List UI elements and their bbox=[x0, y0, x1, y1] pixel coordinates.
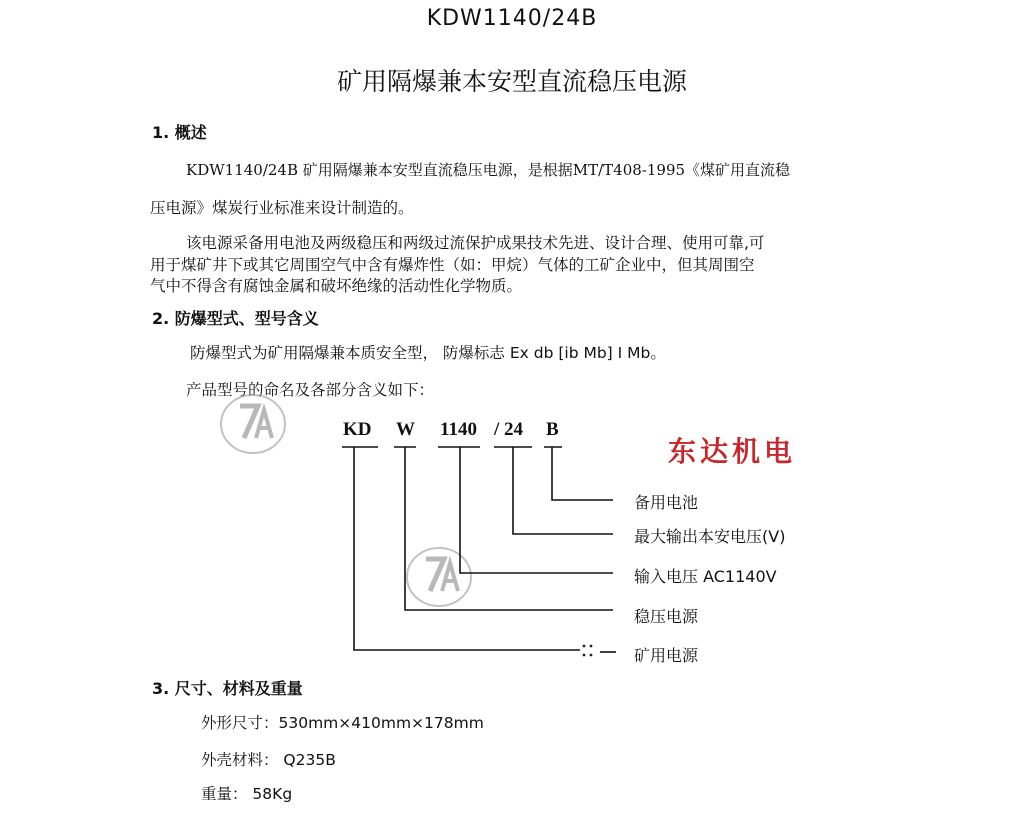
legend-max-output-voltage: 最大输出本安电压(V) bbox=[634, 527, 786, 546]
section1-para2-line2: 用于煤矿井下或其它周围空气中含有爆炸性（如：甲烷）气体的工矿企业中，但其周围空 bbox=[150, 256, 755, 274]
section2-line2: 产品型号的命名及各部分含义如下： bbox=[186, 381, 435, 399]
section3-heading: 3. 尺寸、材料及重量 bbox=[152, 679, 303, 698]
section1-para1-line2: 压电源》煤炭行业标准来设计制造的。 bbox=[150, 199, 414, 217]
watermark-seal-icon bbox=[218, 392, 288, 456]
legend-input-voltage: 输入电压 AC1140V bbox=[634, 567, 777, 586]
section1-heading: 1. 概述 bbox=[152, 123, 207, 142]
section1-para1-line1: KDW1140/24B 矿用隔爆兼本安型直流稳压电源，是根据MT/T408-1995《煤矿用直流稳 bbox=[186, 161, 791, 179]
legend-mining-supply: 矿用电源 bbox=[634, 646, 699, 665]
document-title-code: KDW1140/24B bbox=[426, 6, 598, 31]
brand-text: 东达机电 bbox=[668, 435, 797, 468]
model-part-b: B bbox=[546, 419, 559, 440]
model-diagram-lines bbox=[330, 440, 630, 670]
document-title: 矿用隔爆兼本安型直流稳压电源 bbox=[336, 67, 687, 96]
section2-line1: 防爆型式为矿用隔爆兼本质安全型， 防爆标志 Ex db [ib Mb] I Mb。 bbox=[190, 344, 666, 362]
weight-text: 重量： 58Kg bbox=[201, 785, 293, 803]
section1-para2-line1: 该电源采备用电池及两级稳压和两级过流保护成果技术先进、设计合理、使用可靠,可 bbox=[186, 234, 765, 252]
dimensions-text: 外形尺寸：530mm×410mm×178mm bbox=[201, 714, 484, 732]
section2-heading: 2. 防爆型式、型号含义 bbox=[152, 309, 319, 328]
material-text: 外壳材料： Q235B bbox=[201, 751, 336, 769]
legend-regulated-supply: 稳压电源 bbox=[634, 607, 699, 626]
section1-para2-line3: 气中不得含有腐蚀金属和破坏绝缘的活动性化学物质。 bbox=[150, 277, 523, 295]
legend-backup-battery: 备用电池 bbox=[634, 493, 699, 512]
model-part-24: / 24 bbox=[494, 419, 524, 440]
model-part-w: W bbox=[396, 419, 415, 440]
model-part-kd: KD bbox=[343, 419, 372, 440]
model-part-1140: 1140 bbox=[440, 419, 477, 440]
